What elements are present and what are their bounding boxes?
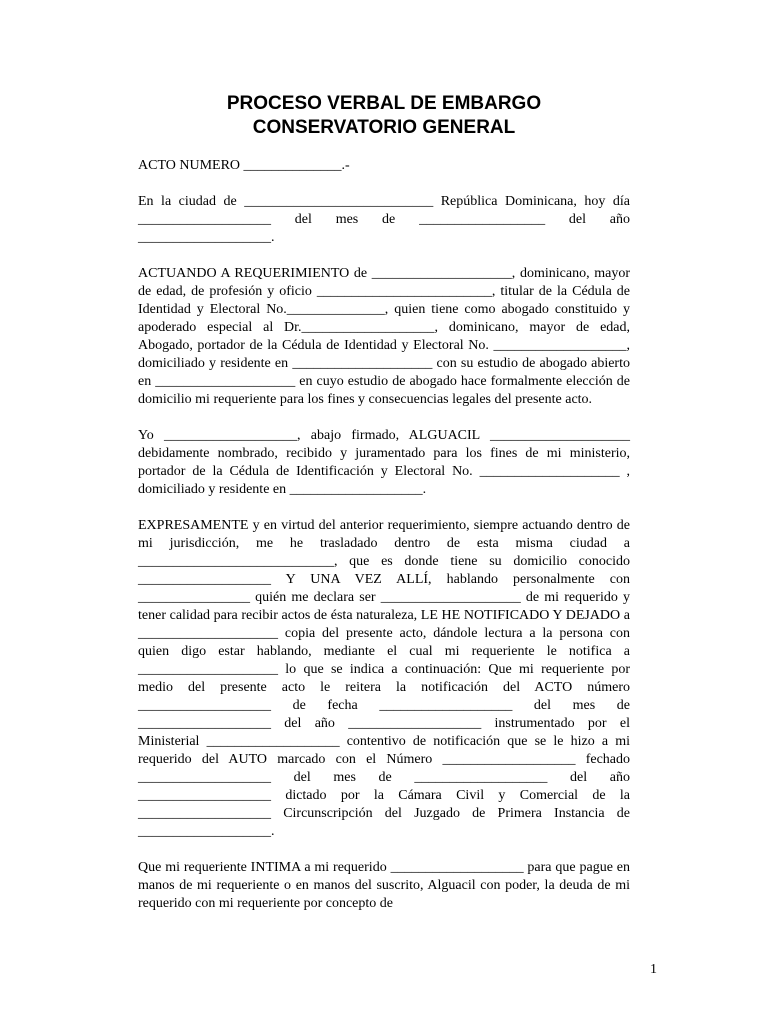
paragraph-alguacil: Yo ___________________, abajo firmado, ALGUACIL ____________________ debidamente nombrado, recibido y juramentado para los fines de mi ministerio, portador de la Cédula de Identificación y Electoral No. ____________________ , domiciliado y residente en ___________________.: [138, 428, 630, 497]
paragraph-intima: Que mi requeriente INTIMA a mi requerido ___________________ para que pague en manos de mi requeriente o en manos del suscrito, Alguacil con poder, la deuda de mi requerido con mi requeriente por concepto de: [138, 860, 630, 911]
document-body: [138, 157, 630, 913]
page-number: 1: [650, 962, 657, 977]
title-line-1: PROCESO VERBAL DE EMBARGO: [226, 93, 542, 114]
paragraph-ciudad-fecha: En la ciudad de ___________________________ República Dominicana, hoy día ___________________ del mes de __________________ del año ___________________.: [138, 194, 630, 245]
document-title: [0, 92, 768, 140]
paragraph-actuando-requerimiento: ACTUANDO A REQUERIMIENTO de ____________________, dominicano, mayor de edad, de profesión y oficio _________________________, titular de la Cédula de Identidad y Electoral No.______________, quien tiene como abogado constituido y apoderado especial al Dr.___________________, dominicano, mayor de edad, Abogado, portador de la Cédula de Identidad y Electoral No. ___________________, domiciliado y residente en ____________________ con su estudio de abogado abierto en ____________________ en cuyo estudio de abogado hace formalmente elección de domicilio mi requeriente para los fines y consecuencias legales del presente acto.: [138, 266, 630, 407]
title-line-2: CONSERVATORIO GENERAL: [252, 117, 516, 138]
paragraph-acto-numero: ACTO NUMERO ______________.-: [138, 158, 350, 173]
paragraph-expresamente: EXPRESAMENTE y en virtud del anterior requerimiento, siempre actuando dentro de mi jurisdicción, me he trasladado dentro de esta misma ciudad a ____________________________, que es donde tiene su domicilio conocido ___________________ Y UNA VEZ ALLÍ, hablando personalmente con ________________ quién me declara ser ____________________ de mi requerido y tener calidad para recibir actos de ésta naturaleza, LE HE NOTIFICADO Y DEJADO a ____________________ copia del presente acto, dándole lectura a la persona con quien digo estar hablando, mediante el cual mi requeriente le notifica a ____________________ lo que se indica a continuación: Que mi requeriente por medio del presente acto le reitera la notificación del ACTO número ___________________ de fecha ___________________ del mes de ___________________ del año ___________________ instrumentado por el Ministerial ___________________ contentivo de notificación que se le hizo a mi requerido del AUTO marcado con el Número ___________________ fechado ___________________ del mes de ___________________ del año ___________________ dictado por la Cámara Civil y Comercial de la ___________________ Circunscripción del Juzgado de Primera Instancia de ___________________.: [138, 518, 630, 839]
